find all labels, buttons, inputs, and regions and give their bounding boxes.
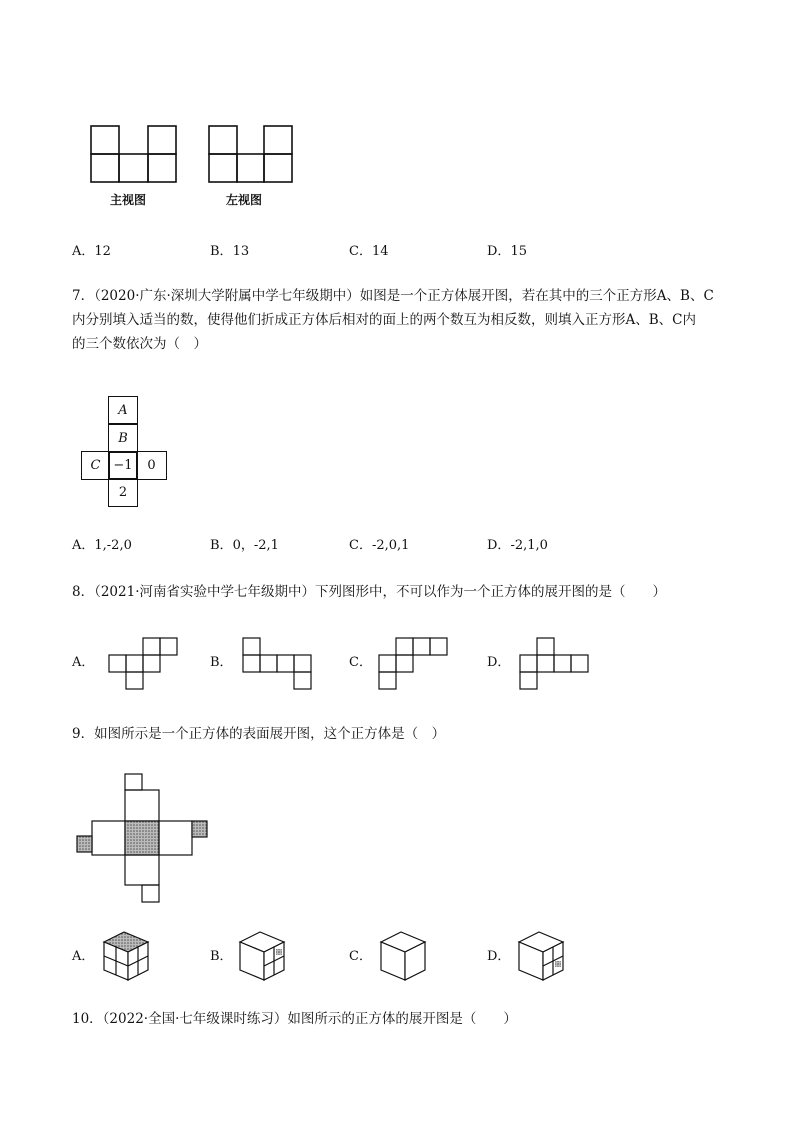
q8-option-c-label[interactable]: C． [349, 655, 372, 670]
q7-stem-line1: 7．（2020·广东·深圳大学附属中学七年级期中）如图是一个正方体展开图，若在其中的三个正方形A、B、C [72, 288, 714, 304]
q7-option-d[interactable]: D．-2,1,0 [487, 538, 548, 553]
q7-cube-net [81, 396, 169, 510]
q8-option-d-label[interactable]: D． [487, 655, 511, 670]
q8-option-b-net[interactable] [242, 637, 314, 691]
q9-option-c-label[interactable]: C． [349, 949, 372, 964]
q6-option-b[interactable]: B．13 [210, 244, 250, 259]
q7-stem-line3: 的三个数依次为（ ） [72, 336, 207, 352]
q9-option-d-label[interactable]: D． [487, 949, 511, 964]
front-view-figure [90, 124, 180, 184]
q8-option-a-label[interactable]: A． [72, 655, 95, 670]
net-cell-c: C [81, 451, 110, 480]
net-cell-b: B [108, 423, 138, 453]
q6-option-a[interactable]: A．12 [72, 244, 111, 259]
q6-option-d[interactable]: D．15 [487, 244, 527, 259]
q10-stem: 10．（2022·全国·七年级课时练习）如图所示的正方体的展开图是（ ） [72, 1011, 517, 1027]
q8-stem: 8．（2021·河南省实验中学七年级期中）下列图形中，不可以作为一个正方体的展开图的是（ ） [72, 584, 666, 600]
q7-option-b[interactable]: B．0，-2,1 [210, 538, 279, 553]
q9-cube-net [76, 773, 211, 905]
net-cell-a: A [108, 396, 138, 425]
q7-stem [72, 284, 732, 356]
q9-option-d-cube[interactable] [515, 930, 567, 982]
left-view-label: 左视图 [226, 193, 263, 207]
q9-option-b-label[interactable]: B． [210, 949, 233, 964]
q9-stem: 9．如图所示是一个正方体的表面展开图，这个正方体是（ ） [72, 726, 446, 742]
net-cell-two: 2 [108, 478, 138, 507]
q9-option-c-cube[interactable] [377, 930, 429, 982]
q9-option-a-cube[interactable] [100, 930, 152, 982]
q8-option-d-net[interactable] [519, 637, 591, 691]
left-view-figure [208, 124, 298, 184]
q7-stem-line2: 内分别填入适当的数，使得他们折成正方体后相对的面上的两个数互为相反数，则填入正方形A、B、C内 [72, 312, 696, 328]
net-cell-minus-one: −1 [108, 451, 138, 480]
q8-option-c-net[interactable] [378, 637, 450, 691]
front-view-label: 主视图 [110, 193, 147, 207]
q9-option-b-cube[interactable] [236, 930, 288, 982]
q6-option-c[interactable]: C．14 [349, 244, 389, 259]
q8-option-a-net[interactable] [108, 637, 180, 691]
net-cell-zero: 0 [136, 451, 167, 480]
q8-option-b-label[interactable]: B． [210, 655, 233, 670]
q7-option-c[interactable]: C．-2,0,1 [349, 538, 410, 553]
q7-option-a[interactable]: A．1,-2,0 [72, 538, 132, 553]
q9-option-a-label[interactable]: A． [72, 949, 95, 964]
